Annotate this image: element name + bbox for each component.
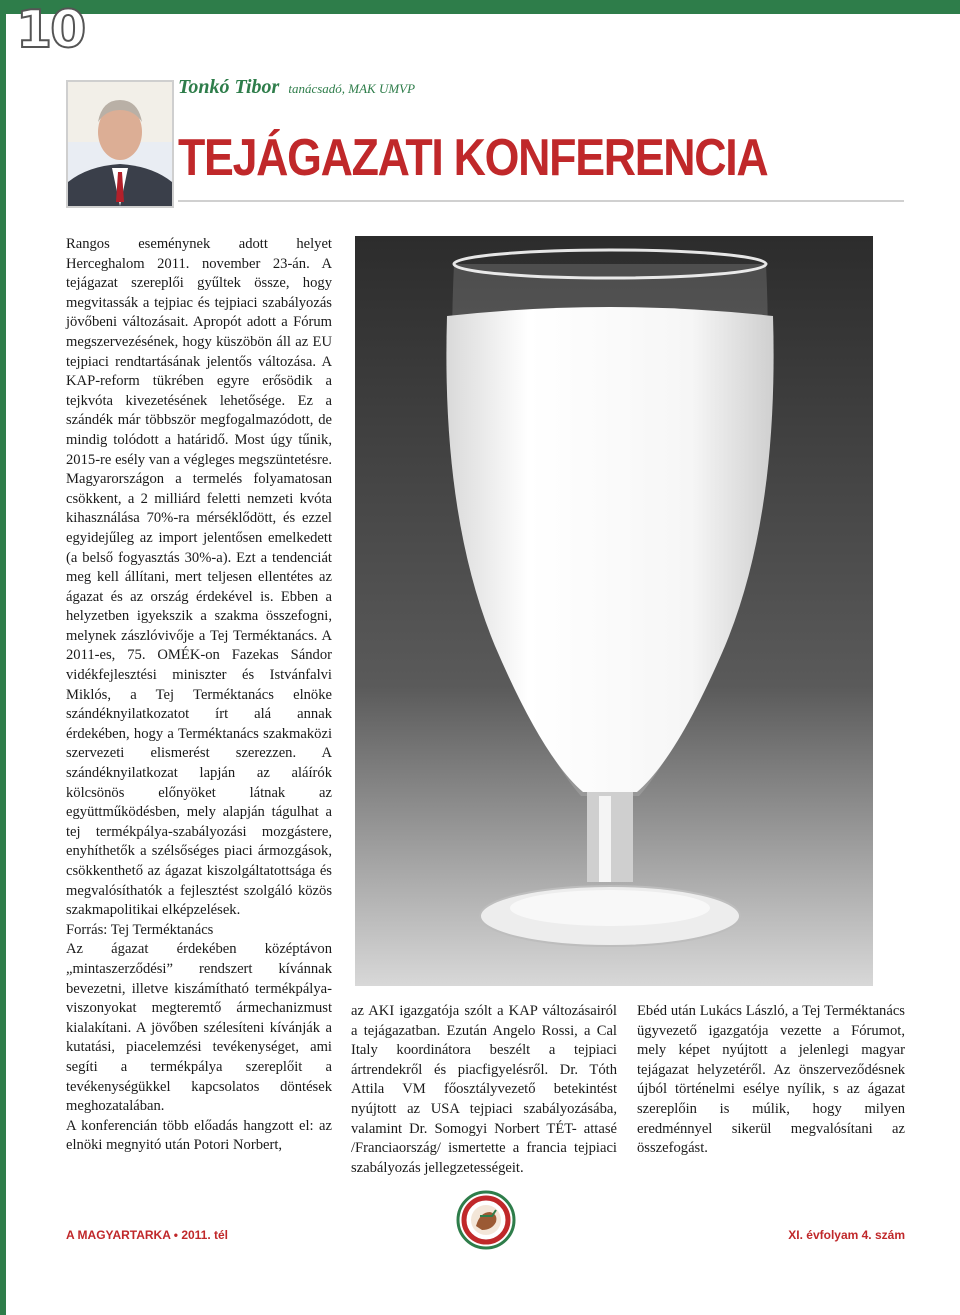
top-green-bar [0,0,960,14]
paragraph: Rangos eseménynek adott helyet Herceghalom 2011. november 23-án. A tejágazat szereplői gyűltek össze, hogy megvitassák a tejpiac és tejpiaci szabályozás jövőbeni változásait. Apropót adott a Fórum megszervezésének, hogy küszöbön áll az EU tejpiaci rendtartásának jelentős változása. A KAP-reform tükrében egyre erősödik a tejkvóta kivezetésének lehetősége. Ez a szándék már többször megfogalmazódott, de mindig tolódott a határidő. Most úgy tűnik, 2015-re esély van a végleges megszüntetésre. Magyarországon a termelés folyamatosan csökkent, a 2 milliárd feletti nemzeti kvóta kihasználása 70%-ra mérséklődött, és ezzel egyidejűleg az import jelentősen emelkedett (a belső fogyasztás 30%-a). Ezt a tendenciát meg kell állítani, mert teljesen ellentétes az ágazat és az ország érdekével is. Ebben a helyzetben igyekszik a szakma összefogni, melynek zászlóvivője a Tej Terméktanács. A 2011-es, 75. OMÉK-on Fazekas Sándor vidékfejlesztési miniszter és Istvánfalvi Miklós, a Tej Terméktanács elnöke szándéknyilatkozatot írt alá annak érdekében, hogy a Terméktanács szakmaközi szervezeti elismerést szerezzen. A szándéknyilatkozat lapján az aláírók kölcsönös előnyöket látnak az együttműködésben, mely alapján tágulhat a tej termékpálya-szabályozási mozgástere, enyhíthetők a szélsőséges piaci ármozgások, csökkenthető az ágazat kiszolgáltatottsága és megvalósíthatók a fejlesztést szolgáló közös szakmapolitikai elképzelések. [66,236,332,919]
paragraph: Ebéd után Lukács László, a Tej Terméktanács ügyvezető igazgatója vezette a Fórumot, mely képet nyújtott a jelenlegi magyar tejágazat helyzetéről. Az önszerveződésnek újból történelmi esélye nyílik, s az ágazat szereplőin is múlik, hogy milyen eredménnyel sikerül megvalósítani az összefogást. [637,1003,905,1157]
title-divider [178,200,904,202]
author-name: Tonkó Tibor [178,76,280,98]
author-line [178,76,415,99]
magyartarka-logo [456,1190,516,1250]
paragraph: az AKI igazgatója szólt a KAP változásairól a tejágazatban. Ezután Angelo Rossi, a Cal Italy koordinátora beszélt a tejpiaci ártrendekről és piacfigyelésről. Dr. Tóth Attila VM főosztályvezető betekintést nyújtott az USA tejpiaci szabályozásába, valamint Dr. Somogyi Norbert TÉT- attasé /Franciaország/ ismertette a francia tejpiaci szabályozás jellegzetességeit. [351,1003,617,1176]
author-role: tanácsadó, MAK UMVP [288,81,416,96]
footer-magazine: A MAGYARTARKA • 2011. tél [66,1228,229,1242]
text-column-2 [351,1002,617,1178]
paragraph: Az ágazat érdekében középtávon „mintaszerződési” rendszert kívánnak bevezetni, illetve kiszámítható termékpálya-viszonyokat megteremtő ármechanizmust kialakítani. A jövőben szélesíteni kívánják a kutatási, piacelemzési tevékenységet, ami segíti a termékpálya szereplőit a tevékenységükkel kapcsolatos döntések meghozatalában. [66,941,332,1115]
page-number: 10 [16,0,85,60]
milk-glass-photo [355,236,873,986]
text-column-3 [637,1002,905,1159]
text-column-1 [66,235,332,1156]
footer-issue: XI. évfolyam 4. szám [788,1228,905,1242]
paragraph: A konferencián több előadás hangzott el: az elnöki megnyitó után Potori Norbert, [66,1117,332,1154]
left-green-bar [0,0,6,1315]
paragraph: Forrás: Tej Terméktanács [66,921,214,938]
author-photo [66,80,174,208]
article-title: TEJÁGAZATI KONFERENCIA [178,129,768,187]
